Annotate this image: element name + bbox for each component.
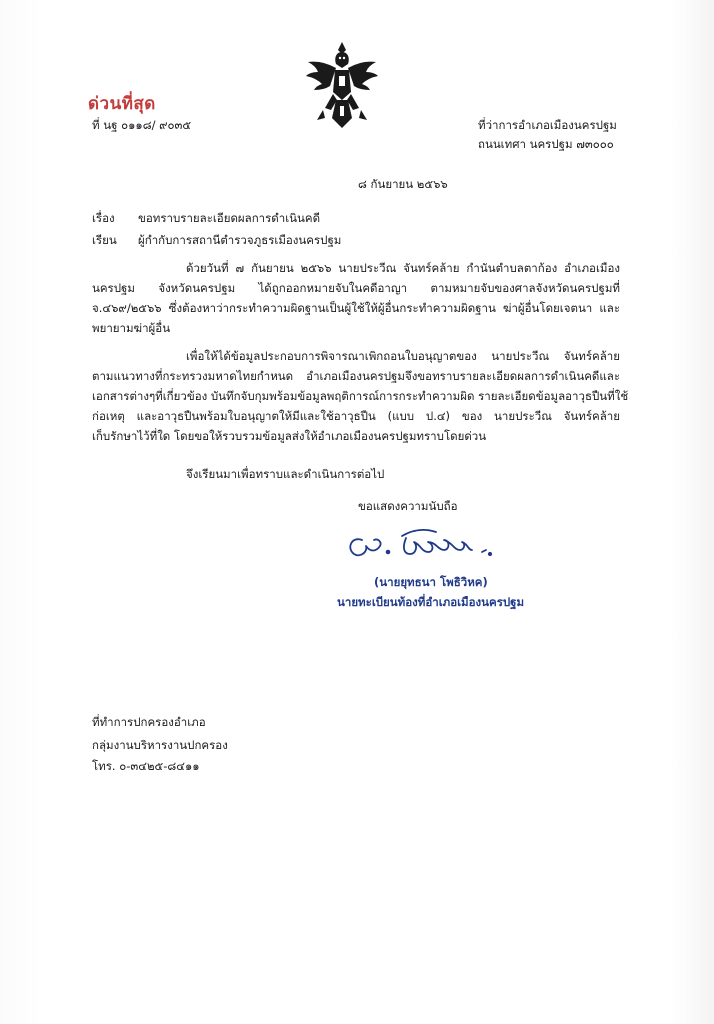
paragraph-line: เอกสารต่างๆที่เกี่ยวข้อง บันทึกจับกุมพร้อมข้อมูลพฤติการณ์การกระทำความผิด รายละเอียดข้อมูลอาวุธปืนที่ใช้ [92, 389, 629, 403]
office-address-line1: ที่ว่าการอำเภอเมืองนครปฐม [478, 118, 617, 132]
closing-salutation: ขอแสดงความนับถือ [358, 499, 458, 513]
subject-label: เรื่อง [92, 211, 115, 225]
body-paragraph-3: จึงเรียนมาเพื่อทราบและดำเนินการต่อไป [186, 467, 385, 481]
body-paragraph-1 [92, 258, 620, 338]
body-paragraph-2 [92, 346, 629, 446]
subject-value: ขอทราบรายละเอียดผลการดำเนินคดี [138, 211, 321, 225]
recipient-value: ผู้กำกับการสถานีตำรวจภูธรเมืองนครปฐม [138, 233, 342, 247]
paragraph-line: เก็บรักษาไว้ที่ใด โดยขอให้รวบรวมข้อมูลส่งให้อำเภอเมืองนครปฐมทราบโดยด่วน [92, 429, 487, 443]
paragraph-line: ก่อเหตุ และอาวุธปืนพร้อมใบอนุญาตให้มีและใช้อาวุธปืน (แบบ ป.๔) ของ นายประวีณ จันทร์คล้าย [92, 409, 620, 423]
paragraph-line: พยายามฆ่าผู้อื่น [92, 321, 171, 335]
recipient-label: เรียน [92, 233, 117, 247]
footer-section: กลุ่มงานบริหารงานปกครอง [92, 738, 228, 752]
paragraph-line: จ.๔๖๙/๒๕๖๖ ซึ่งต้องหาว่ากระทำความผิดฐานเป็นผู้ใช้ให้ผู้อื่นกระทำความผิดฐาน ฆ่าผู้อื่นโดยเจตนา และ [92, 301, 620, 315]
handwritten-signature [340, 518, 510, 566]
footer-phone: โทร. ๐-๓๔๒๕-๘๔๑๑ [92, 759, 200, 773]
footer-department: ที่ทำการปกครองอำเภอ [92, 715, 206, 729]
urgency-stamp: ด่วนที่สุด [88, 94, 156, 114]
paragraph-line: นครปฐม จังหวัดนครปฐม ได้ถูกออกหมายจับในคดีอาญา ตามหมายจับของศาลจังหวัดนครปฐมที่ [92, 281, 620, 295]
garuda-emblem-icon [305, 40, 379, 130]
document-number: ที่ นฐ ๐๑๑๘/ ๙๐๓๕ [92, 118, 192, 132]
signatory-position: นายทะเบียนท้องที่อำเภอเมืองนครปฐม [337, 595, 525, 609]
paragraph-line: ตามแนวทางที่กระทรวงมหาดไทยกำหนด อำเภอเมืองนครปฐมจึงขอทราบรายละเอียดผลการดำเนินคดีและ [92, 369, 620, 383]
document-date: ๘ กันยายน ๒๕๖๖ [358, 177, 448, 191]
paragraph-line: เพื่อให้ได้ข้อมูลประกอบการพิจารณาเพิกถอนใบอนุญาตของ นายประวีณ จันทร์คล้าย [186, 349, 620, 363]
paragraph-line: ด้วยวันที่ ๗ กันยายน ๒๕๖๖ นายประวีณ จันทร์คล้าย กำนันตำบลตาก้อง อำเภอเมือง [186, 261, 620, 275]
signatory-name: (นายยุทธนา โพธิวิหค) [374, 575, 488, 589]
office-address-line2: ถนนเทศา นครปฐม ๗๓๐๐๐ [478, 137, 614, 151]
